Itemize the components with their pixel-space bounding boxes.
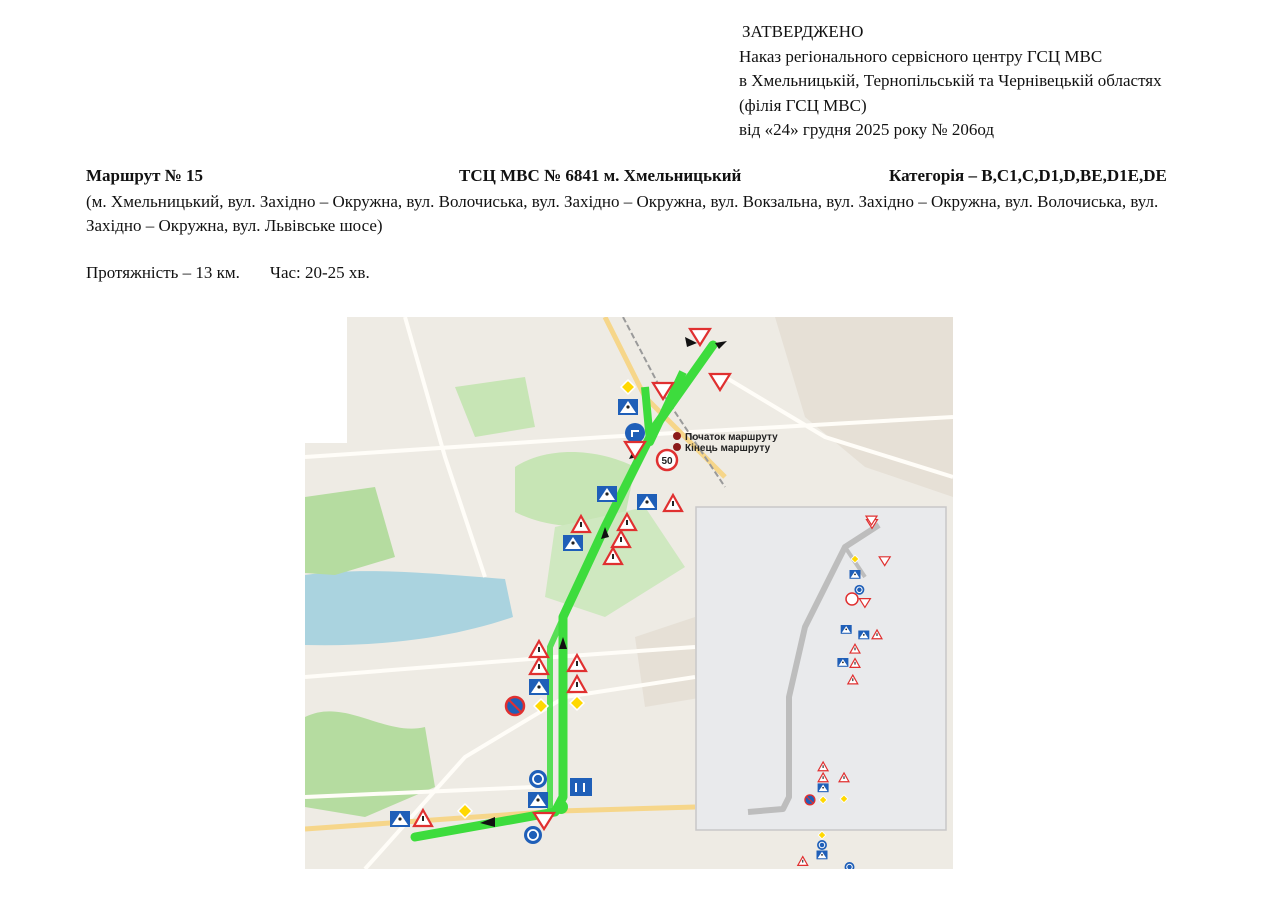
start-marker xyxy=(673,432,681,440)
route-number: Маршрут № 15 xyxy=(86,166,204,185)
route-time: Час: 20-25 хв. xyxy=(269,263,370,282)
speed-limit-sign xyxy=(657,450,677,470)
speed-limit-label: 50 xyxy=(661,456,673,467)
route-center: ТСЦ МВС № 6841 м. Хмельницький xyxy=(459,166,742,185)
end-marker xyxy=(673,443,681,451)
approval-block xyxy=(739,20,1162,143)
route-map xyxy=(305,317,953,869)
approval-line-2: в Хмельницькій, Тернопільській та Чернівецькій областях xyxy=(739,71,1162,90)
route-map-svg xyxy=(305,317,953,869)
route-stats xyxy=(86,263,370,283)
route-streets: (м. Хмельницький, вул. Західно – Окружна, вул. Волочиська, вул. Західно – Окружна, вул. Вокзальна, вул. Західно – Окружна, вул. Волочиська, вул. Західно – Окружна, вул. Львівське шосе) xyxy=(86,192,1159,235)
legend-end: Кінець маршруту xyxy=(685,443,771,454)
approval-title: ЗАТВЕРДЖЕНО xyxy=(742,22,864,41)
inset-map xyxy=(696,507,946,869)
approval-line-3: (філія ГСЦ МВС) xyxy=(739,95,867,115)
approval-line-1: Наказ регіонального сервісного центру ГСЦ МВС xyxy=(739,46,1103,66)
route-category: Категорія – B,C1,C,D1,D,BE,D1E,DE xyxy=(889,166,1167,185)
legend-start: Початок маршруту xyxy=(685,432,778,443)
route-length: Протяжність – 13 км. xyxy=(86,263,240,282)
approval-line-4: від «24» грудня 2025 року № 206од xyxy=(739,120,995,139)
